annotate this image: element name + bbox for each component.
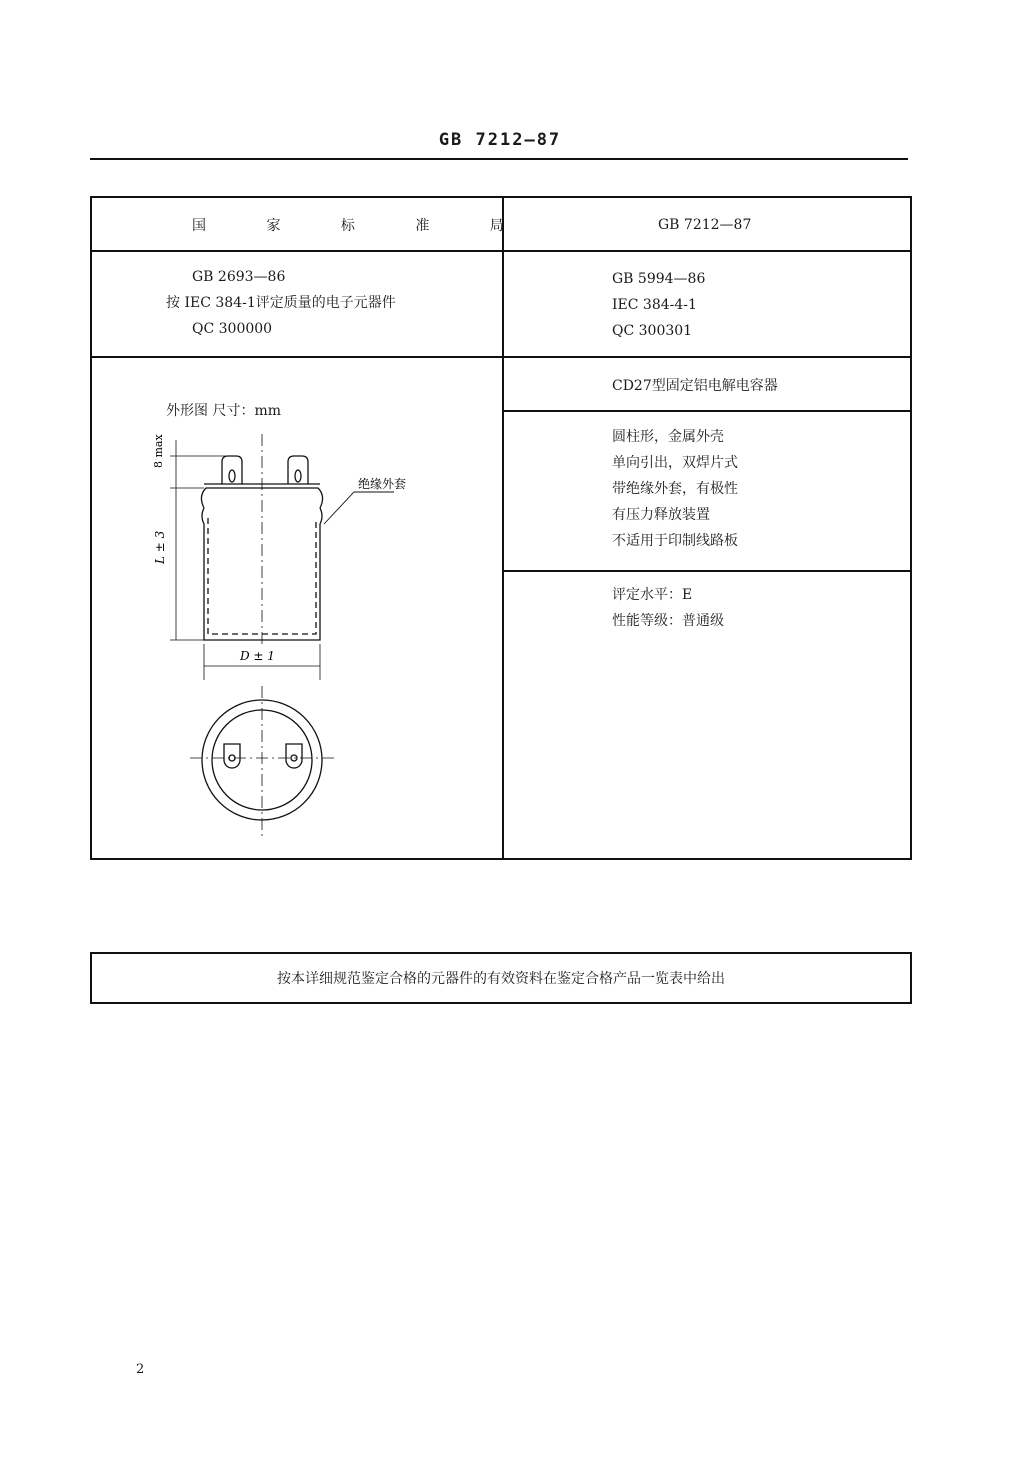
outline-drawing-label: 外形图 尺寸：mm: [166, 403, 282, 419]
sleeve-label: 绝缘外套: [358, 477, 407, 491]
note-text: 按本详细规范鉴定合格的元器件的有效资料在鉴定合格产品一览表中给出: [277, 971, 725, 987]
page-number: 2: [136, 1362, 145, 1377]
dim-diameter-label: D ± 1: [240, 649, 275, 663]
standard-number-cell: GB 7212—87: [658, 217, 752, 233]
terminal-hole-right: [295, 470, 301, 482]
ref-right-3: QC 300301: [612, 323, 693, 339]
ref-right-1: GB 5994—86: [612, 271, 706, 287]
document-standard-number: GB 7212—87: [438, 130, 562, 150]
assessment-level: 评定水平：E: [612, 587, 693, 603]
ref-left-1: GB 2693—86: [192, 269, 286, 285]
feature-5: 不适用于印制线路板: [612, 533, 738, 549]
terminal-hole-left: [229, 470, 235, 482]
feature-1: 圆柱形，金属外壳: [612, 429, 724, 445]
feature-3: 带绝缘外套，有极性: [612, 481, 738, 497]
top-view-terminal-left: [224, 744, 240, 768]
performance-grade: 性能等级：普通级: [612, 613, 724, 629]
note-box: [90, 952, 912, 1004]
dim-length-label: L ± 3: [153, 530, 167, 564]
ref-left-2: 按 IEC 384-1评定质量的电子元器件: [166, 295, 396, 311]
feature-2: 单向引出，双焊片式: [612, 455, 738, 471]
dim-height-label: 8 max: [152, 434, 165, 468]
feature-4: 有压力释放装置: [612, 507, 710, 523]
product-title: CD27型固定铝电解电容器: [612, 378, 778, 394]
top-view-terminal-right: [286, 744, 302, 768]
ref-right-2: IEC 384-4-1: [612, 297, 697, 313]
ref-left-3: QC 300000: [192, 321, 273, 337]
issuing-authority: 国 家 标 准 局: [192, 218, 532, 234]
